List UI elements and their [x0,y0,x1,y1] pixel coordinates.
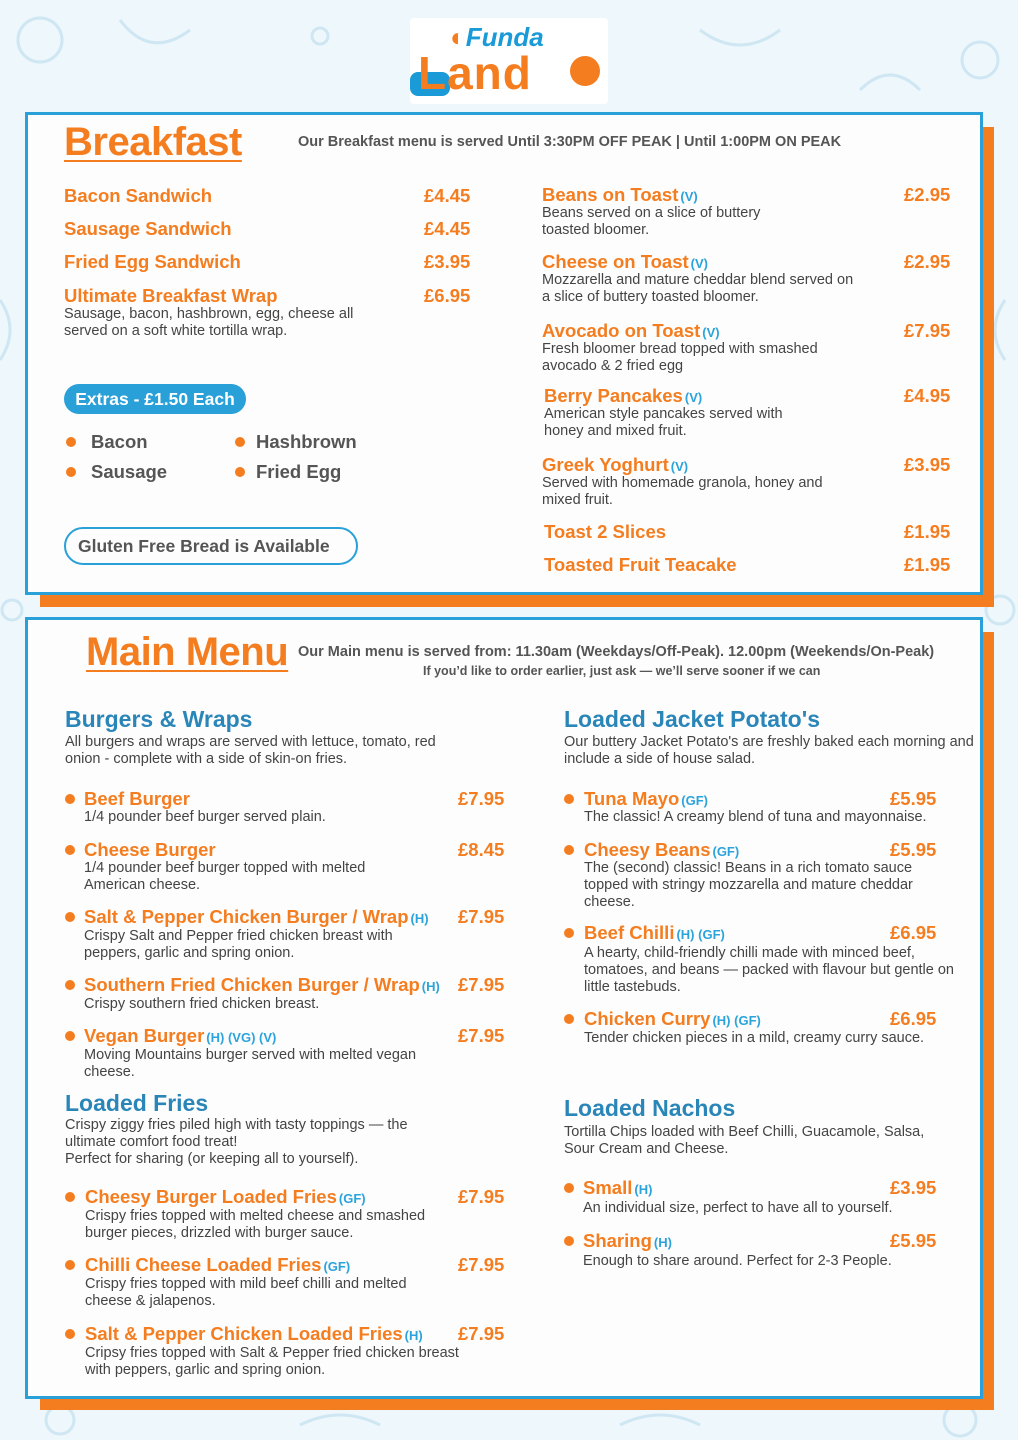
section-description: Tortilla Chips loaded with Beef Chilli, Guacamole, Salsa, Sour Cream and Cheese. [564,1124,925,1157]
extra-item: Bacon [91,431,148,452]
dietary-tag: (GF) [323,1259,351,1274]
menu-item-price: £7.95 [458,974,505,995]
menu-item-price: £3.95 [424,251,471,272]
section-description: Perfect for sharing (or keeping all to yourself). [65,1151,359,1167]
menu-item-name: Toasted Fruit Teacake [544,554,737,575]
menu-item-name: Cheese on Toast (V) [542,251,709,272]
menu-item-description: A hearty, child-friendly chilli made with minced beef, tomatoes, and beans — packed with flavour but gentle on little tastebuds. [584,945,954,995]
menu-item-price: £5.95 [890,839,937,860]
menu-item-price: £2.95 [904,251,951,272]
section-title-nachos: Loaded Nachos [564,1095,736,1121]
menu-item-name: Berry Pancakes (V) [544,385,703,406]
menu-item-description: Crispy southern fried chicken breast. [84,996,320,1012]
logo-land-text: Land [418,47,532,99]
dietary-tag: (H) [421,979,440,994]
menu-item-name: Beef Chilli (H) (GF) [584,922,725,943]
dietary-tag: (GF) [681,793,708,808]
section-title-potatoes: Loaded Jacket Potato's [564,706,820,732]
menu-item-price: £6.95 [890,922,937,943]
bullet [65,1192,75,1202]
logo-funda-text: ◐Funda [450,22,544,52]
menu-item-price: £6.95 [890,1008,937,1029]
gluten-free-note: Gluten Free Bread is Available [64,527,358,565]
menu-item-description: Sausage, bacon, hashbrown, egg, cheese all served on a soft white tortilla wrap. [64,306,354,339]
menu-item-name: Southern Fried Chicken Burger / Wrap (H) [84,974,440,995]
main-order-early-note: If you’d like to order earlier, just ask — we’ll serve sooner if we can [423,664,821,678]
menu-item-name: Chilli Cheese Loaded Fries (GF) [85,1254,351,1275]
bullet [65,1031,75,1041]
extra-item: Hashbrown [256,431,357,452]
dietary-tag: (H) (GF) [712,1013,761,1028]
menu-item-name: Sharing (H) [583,1230,672,1251]
bullet [65,1329,75,1339]
dietary-tag: (GF) [712,844,740,859]
bullet [235,467,245,477]
menu-item-name: Sausage Sandwich [64,218,232,239]
bullet [65,845,75,855]
menu-item-price: £6.95 [424,285,471,306]
menu-item-price: £3.95 [890,1177,937,1198]
dietary-tag: (H) (VG) (V) [206,1030,277,1045]
main-menu-title: Main Menu [86,630,289,674]
menu-item-description: Fresh bloomer bread topped with smashed avocado & 2 fried egg [542,341,818,374]
breakfast-hours-note: Our Breakfast menu is served Until 3:30PM OFF PEAK | Until 1:00PM ON PEAK [298,134,842,150]
section-description: Our buttery Jacket Potato's are freshly baked each morning and include a side of house salad. [564,734,974,767]
bullet [564,1236,574,1246]
bullet [564,1183,574,1193]
menu-item-description: Enough to share around. Perfect for 2-3 People. [583,1253,892,1269]
bullet [65,1260,75,1270]
bullet [235,437,245,447]
dietary-tag: (V) [670,459,689,474]
bullet [65,794,75,804]
menu-item-price: £7.95 [458,1186,505,1207]
dietary-tag: (H) (GF) [676,927,725,942]
menu-item-price: £7.95 [458,788,505,809]
extras-label: Extras - £1.50 Each [64,384,246,414]
menu-item-description: 1/4 pounder beef burger served plain. [84,809,326,825]
brand-logo [410,18,608,104]
menu-item-name: Ultimate Breakfast Wrap [64,285,278,306]
menu-item-name: Beans on Toast (V) [542,184,698,205]
menu-item-name: Beef Burger [84,788,190,809]
bullet [564,928,574,938]
dietary-tag: (H) [653,1235,672,1250]
breakfast-title: Breakfast [64,120,242,164]
bullet [65,980,75,990]
section-description: Crispy ziggy fries piled high with tasty toppings — the ultimate comfort food treat! [65,1117,408,1150]
extra-item: Fried Egg [256,461,342,482]
main-hours-note: Our Main menu is served from: 11.30am (Weekdays/Off-Peak). 12.00pm (Weekends/On-Peak) [298,644,935,660]
menu-item-description: Cripsy fries topped with Salt & Pepper fried chicken breast with peppers, garlic and spring onion. [85,1345,459,1378]
dietary-tag: (V) [680,189,698,204]
menu-item-name: Cheese Burger [84,839,216,860]
dietary-tag: (H) [634,1182,653,1197]
menu-item-price: £7.95 [458,1025,505,1046]
menu-item-description: American style pancakes served with honey and mixed fruit. [544,406,783,439]
menu-item-price: £8.45 [458,839,505,860]
menu-item-description: Tender chicken pieces in a mild, creamy curry sauce. [584,1030,925,1046]
menu-item-name: Bacon Sandwich [64,185,213,206]
bullet [66,437,76,447]
menu-item-name: Vegan Burger (H) (VG) (V) [84,1025,277,1046]
dietary-tag: (V) [684,390,703,405]
menu-item-description: 1/4 pounder beef burger topped with melted American cheese. [84,860,366,893]
menu-item-name: Fried Egg Sandwich [64,251,241,272]
menu-item-name: Avocado on Toast (V) [542,320,720,341]
menu-item-name: Chicken Curry (H) (GF) [584,1008,761,1029]
dietary-tag: (V) [690,256,709,271]
menu-item-price: £1.95 [904,554,951,575]
menu-item-description: An individual size, perfect to have all to yourself. [583,1200,893,1216]
menu-item-name: Small (H) [583,1177,653,1198]
menu-item-description: Crispy fries topped with melted cheese and smashed burger pieces, drizzled with burger sauce. [85,1208,426,1241]
menu-item-price: £7.95 [904,320,951,341]
bullet [564,845,574,855]
menu-item-description: The classic! A creamy blend of tuna and mayonnaise. [584,809,927,825]
menu-item-price: £7.95 [458,1323,505,1344]
menu-item-name: Tuna Mayo (GF) [584,788,708,809]
menu-item-description: Crispy Salt and Pepper fried chicken breast with peppers, garlic and spring onion. [84,928,393,961]
bullet [564,794,574,804]
menu-item-description: Served with homemade granola, honey and mixed fruit. [542,475,823,508]
logo-mascot-shape [570,56,600,86]
menu-item-name: Cheesy Burger Loaded Fries (GF) [85,1186,366,1207]
menu-item-description: Mozzarella and mature cheddar blend served on a slice of buttery toasted bloomer. [542,272,854,305]
dietary-tag: (H) [404,1328,423,1343]
extra-item: Sausage [91,461,168,482]
menu-item-description: The (second) classic! Beans in a rich tomato sauce topped with stringy mozzarella and mature cheddar cheese. [584,860,913,910]
menu-item-price: £5.95 [890,1230,937,1251]
menu-item-price: £5.95 [890,788,937,809]
menu-item-name: Greek Yoghurt (V) [542,454,689,475]
menu-item-price: £3.95 [904,454,951,475]
menu-item-name: Salt & Pepper Chicken Burger / Wrap (H) [84,906,429,927]
menu-item-description: Moving Mountains burger served with melted vegan cheese. [84,1047,417,1080]
bullet [66,467,76,477]
menu-item-name: Cheesy Beans (GF) [584,839,740,860]
menu-item-name: Salt & Pepper Chicken Loaded Fries (H) [85,1323,423,1344]
menu-item-description: Beans served on a slice of buttery toasted bloomer. [542,205,761,238]
dietary-tag: (H) [410,911,429,926]
section-title-burgers: Burgers & Wraps [65,706,253,732]
section-description: All burgers and wraps are served with lettuce, tomato, red onion - complete with a side of skin-on fries. [65,734,436,767]
dietary-tag: (V) [702,325,720,340]
menu-item-name: Toast 2 Slices [544,521,667,542]
menu-item-price: £7.95 [458,1254,505,1275]
dietary-tag: (GF) [338,1191,366,1206]
menu-item-price: £4.45 [424,185,471,206]
bullet [65,912,75,922]
menu-item-price: £1.95 [904,521,951,542]
menu-item-price: £7.95 [458,906,505,927]
menu-item-price: £4.45 [424,218,471,239]
menu-item-price: £2.95 [904,184,951,205]
menu-item-description: Crispy fries topped with mild beef chilli and melted cheese & jalapenos. [85,1276,407,1309]
menu-item-price: £4.95 [904,385,951,406]
section-title-fries: Loaded Fries [65,1090,209,1116]
bullet [564,1014,574,1024]
